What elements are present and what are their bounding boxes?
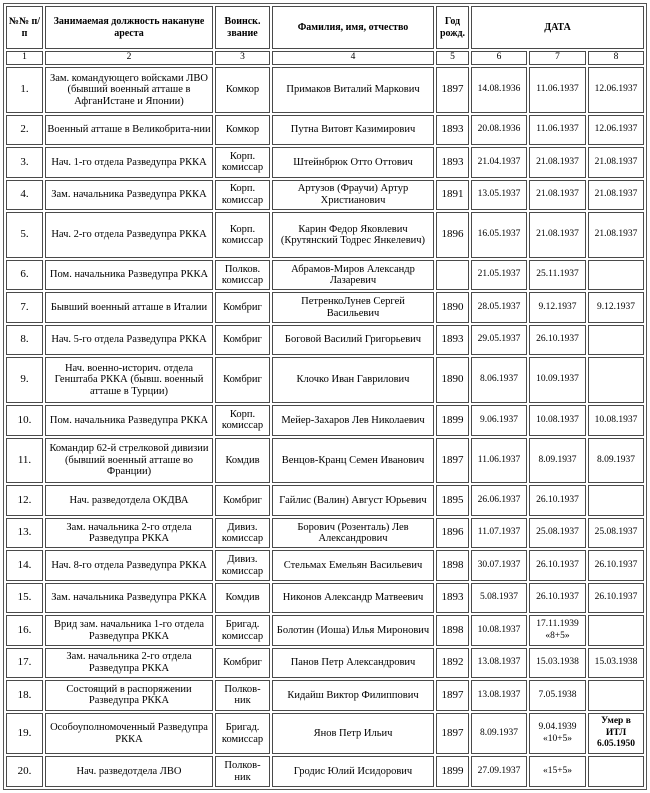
full-name-cell: Клочко Иван Гаврилович	[272, 357, 434, 403]
table-row	[6, 212, 644, 258]
table-row	[6, 438, 644, 484]
row-number: 13.	[6, 518, 43, 548]
birth-year-cell: 1893	[436, 147, 469, 177]
row-number: 8.	[6, 325, 43, 355]
full-name-cell: Боговой Василий Григорьевич	[272, 325, 434, 355]
date-sentence-cell: 10.09.1937	[529, 357, 586, 403]
header-num: №№ п/п	[6, 6, 43, 49]
date-sentence-cell: 25.11.1937	[529, 260, 586, 290]
column-number: 3	[215, 51, 270, 65]
date-sentence-cell: 26.10.1937	[529, 583, 586, 613]
date-arrest-cell: 16.05.1937	[471, 212, 527, 258]
birth-year-cell: 1892	[436, 648, 469, 678]
date-sentence-cell: «15+5»	[529, 756, 586, 787]
date-sentence-cell: 11.06.1937	[529, 67, 586, 113]
position-cell: Зам. начальника 2-го отдела Разведупра РККА	[45, 648, 213, 678]
full-name-cell: Никонов Александр Матвеевич	[272, 583, 434, 613]
rank-cell: Корп. комиссар	[215, 180, 270, 210]
rank-cell: Корп. комиссар	[215, 405, 270, 435]
full-name-cell: Панов Петр Александрович	[272, 648, 434, 678]
date-sentence-cell: 9.04.1939 «10+5»	[529, 713, 586, 755]
date-arrest-cell: 27.09.1937	[471, 756, 527, 787]
full-name-cell: Венцов-Кранц Семен Иванович	[272, 438, 434, 484]
rank-cell: Комдив	[215, 583, 270, 613]
full-name-cell: Карин Федор Яковлевич (Крутянский Тодрес Янкелевич)	[272, 212, 434, 258]
position-cell: Состоящий в распоряжении Разведупра РККА	[45, 680, 213, 710]
table-row	[6, 325, 644, 355]
rank-cell: Корп. комиссар	[215, 147, 270, 177]
date-arrest-cell: 13.08.1937	[471, 648, 527, 678]
header-name: Фамилия, имя, отчество	[272, 6, 434, 49]
date-execution-cell: 9.12.1937	[588, 292, 644, 322]
row-number: 6.	[6, 260, 43, 290]
position-cell: Командир 62-й стрелковой дивизии (бывший военный атташе во Франции)	[45, 438, 213, 484]
table-row	[6, 67, 644, 113]
arrests-table	[3, 3, 647, 790]
row-number: 9.	[6, 357, 43, 403]
date-execution-cell	[588, 260, 644, 290]
birth-year-cell: 1899	[436, 405, 469, 435]
rank-cell: Полков-ник	[215, 756, 270, 787]
position-cell: Военный атташе в Великобрита-нии	[45, 115, 213, 145]
date-arrest-cell: 20.08.1936	[471, 115, 527, 145]
header-row	[6, 6, 644, 49]
row-number: 11.	[6, 438, 43, 484]
birth-year-cell	[436, 260, 469, 290]
birth-year-cell: 1893	[436, 325, 469, 355]
date-arrest-cell: 26.06.1937	[471, 485, 527, 515]
date-execution-cell: 15.03.1938	[588, 648, 644, 678]
table-row	[6, 680, 644, 710]
table-row	[6, 260, 644, 290]
birth-year-cell: 1896	[436, 212, 469, 258]
full-name-cell: Борович (Розенталь) Лев Александрович	[272, 518, 434, 548]
table-row	[6, 292, 644, 322]
date-execution-cell: 26.10.1937	[588, 550, 644, 580]
rank-cell: Корп. комиссар	[215, 212, 270, 258]
rank-cell: Бригад. комиссар	[215, 713, 270, 755]
birth-year-cell: 1895	[436, 485, 469, 515]
position-cell: Особоуполномоченный Разведупра РККА	[45, 713, 213, 755]
header-year: Год рожд.	[436, 6, 469, 49]
date-arrest-cell: 14.08.1936	[471, 67, 527, 113]
full-name-cell: Гайлис (Валин) Август Юрьевич	[272, 485, 434, 515]
table-row	[6, 485, 644, 515]
date-execution-cell: 26.10.1937	[588, 583, 644, 613]
rank-cell: Комбриг	[215, 357, 270, 403]
column-number: 1	[6, 51, 43, 65]
date-arrest-cell: 11.06.1937	[471, 438, 527, 484]
table-row	[6, 115, 644, 145]
birth-year-cell: 1893	[436, 115, 469, 145]
table-row	[6, 518, 644, 548]
table-row	[6, 180, 644, 210]
birth-year-cell: 1891	[436, 180, 469, 210]
table-row	[6, 405, 644, 435]
position-cell: Нач. военно-историч. отдела Генштаба РККА (бывш. военный атташе в Турции)	[45, 357, 213, 403]
rank-cell: Комбриг	[215, 292, 270, 322]
date-execution-cell: 10.08.1937	[588, 405, 644, 435]
birth-year-cell: 1897	[436, 680, 469, 710]
rank-cell: Комкор	[215, 67, 270, 113]
row-number: 19.	[6, 713, 43, 755]
rank-cell: Комдив	[215, 438, 270, 484]
date-arrest-cell: 30.07.1937	[471, 550, 527, 580]
date-sentence-cell: 9.12.1937	[529, 292, 586, 322]
full-name-cell: ПетренкоЛунев Сергей Васильевич	[272, 292, 434, 322]
position-cell: Зам. начальника Разведупра РККА	[45, 180, 213, 210]
full-name-cell: Абрамов-Миров Александр Лазаревич	[272, 260, 434, 290]
table-row	[6, 550, 644, 580]
birth-year-cell: 1890	[436, 292, 469, 322]
date-sentence-cell: 11.06.1937	[529, 115, 586, 145]
date-execution-cell: 12.06.1937	[588, 115, 644, 145]
date-sentence-cell: 26.10.1937	[529, 550, 586, 580]
position-cell: Нач. 1-го отдела Разведупра РККА	[45, 147, 213, 177]
header-date: ДАТА	[471, 6, 644, 49]
position-cell: Зам. начальника 2-го отдела Разведупра РККА	[45, 518, 213, 548]
date-arrest-cell: 21.04.1937	[471, 147, 527, 177]
date-execution-cell: 8.09.1937	[588, 438, 644, 484]
date-sentence-cell: 15.03.1938	[529, 648, 586, 678]
row-number: 18.	[6, 680, 43, 710]
row-number: 5.	[6, 212, 43, 258]
date-execution-cell: 21.08.1937	[588, 147, 644, 177]
date-arrest-cell: 8.06.1937	[471, 357, 527, 403]
birth-year-cell: 1897	[436, 713, 469, 755]
header-rank: Воинск. звание	[215, 6, 270, 49]
date-execution-cell	[588, 756, 644, 787]
date-arrest-cell: 29.05.1937	[471, 325, 527, 355]
birth-year-cell: 1897	[436, 67, 469, 113]
date-arrest-cell: 5.08.1937	[471, 583, 527, 613]
full-name-cell: Путна Витовт Казимирович	[272, 115, 434, 145]
column-numbers-row	[6, 51, 644, 65]
row-number: 16.	[6, 615, 43, 645]
date-arrest-cell: 11.07.1937	[471, 518, 527, 548]
table-row	[6, 615, 644, 645]
date-execution-cell: 12.06.1937	[588, 67, 644, 113]
birth-year-cell: 1899	[436, 756, 469, 787]
date-arrest-cell: 13.05.1937	[471, 180, 527, 210]
date-execution-cell	[588, 615, 644, 645]
rank-cell: Полков-ник	[215, 680, 270, 710]
row-number: 7.	[6, 292, 43, 322]
date-execution-cell	[588, 485, 644, 515]
date-execution-cell	[588, 357, 644, 403]
column-number: 4	[272, 51, 434, 65]
date-arrest-cell: 28.05.1937	[471, 292, 527, 322]
position-cell: Пом. начальника Разведупра РККА	[45, 260, 213, 290]
position-cell: Нач. 5-го отдела Разведупра РККА	[45, 325, 213, 355]
birth-year-cell: 1898	[436, 615, 469, 645]
row-number: 15.	[6, 583, 43, 613]
rank-cell: Полков. комиссар	[215, 260, 270, 290]
row-number: 3.	[6, 147, 43, 177]
position-cell: Пом. начальника Разведупра РККА	[45, 405, 213, 435]
birth-year-cell: 1896	[436, 518, 469, 548]
rank-cell: Дивиз. комиссар	[215, 518, 270, 548]
row-number: 10.	[6, 405, 43, 435]
table-body	[6, 67, 644, 787]
full-name-cell: Болотин (Иоша) Илья Миронович	[272, 615, 434, 645]
row-number: 20.	[6, 756, 43, 787]
position-cell: Нач. 8-го отдела Разведупра РККА	[45, 550, 213, 580]
position-cell: Бывший военный атташе в Италии	[45, 292, 213, 322]
rank-cell: Комбриг	[215, 648, 270, 678]
date-sentence-cell: 7.05.1938	[529, 680, 586, 710]
date-sentence-cell: 21.08.1937	[529, 212, 586, 258]
date-arrest-cell: 10.08.1937	[471, 615, 527, 645]
full-name-cell: Мейер-Захаров Лев Николаевич	[272, 405, 434, 435]
date-sentence-cell: 10.08.1937	[529, 405, 586, 435]
row-number: 1.	[6, 67, 43, 113]
column-number: 5	[436, 51, 469, 65]
position-cell: Врид зам. начальника 1-го отдела Разведупра РККА	[45, 615, 213, 645]
rank-cell: Комбриг	[215, 325, 270, 355]
date-sentence-cell: 8.09.1937	[529, 438, 586, 484]
date-sentence-cell: 17.11.1939 «8+5»	[529, 615, 586, 645]
birth-year-cell: 1897	[436, 438, 469, 484]
position-cell: Нач. разведотдела ЛВО	[45, 756, 213, 787]
position-cell: Зам. командующего войсками ЛВО (бывший военный атташе в АфганИстане и Японии)	[45, 67, 213, 113]
column-number: 8	[588, 51, 644, 65]
full-name-cell: Артузов (Фраучи) Артур Христианович	[272, 180, 434, 210]
date-arrest-cell: 21.05.1937	[471, 260, 527, 290]
column-number: 7	[529, 51, 586, 65]
rank-cell: Бригад. комиссар	[215, 615, 270, 645]
rank-cell: Комкор	[215, 115, 270, 145]
birth-year-cell: 1898	[436, 550, 469, 580]
full-name-cell: Примаков Виталий Маркович	[272, 67, 434, 113]
date-execution-cell: 21.08.1937	[588, 180, 644, 210]
table-row	[6, 583, 644, 613]
row-number: 17.	[6, 648, 43, 678]
position-cell: Нач. 2-го отдела Разведупра РККА	[45, 212, 213, 258]
date-sentence-cell: 21.08.1937	[529, 147, 586, 177]
full-name-cell: Стельмах Емельян Васильевич	[272, 550, 434, 580]
column-number: 2	[45, 51, 213, 65]
row-number: 14.	[6, 550, 43, 580]
full-name-cell: Штейнбрюк Отто Оттович	[272, 147, 434, 177]
birth-year-cell: 1890	[436, 357, 469, 403]
rank-cell: Дивиз. комиссар	[215, 550, 270, 580]
date-execution-cell: Умер в ИТЛ 6.05.1950	[588, 713, 644, 755]
table-row	[6, 357, 644, 403]
row-number: 4.	[6, 180, 43, 210]
date-execution-cell	[588, 680, 644, 710]
table-row	[6, 756, 644, 787]
table-row	[6, 648, 644, 678]
row-number: 2.	[6, 115, 43, 145]
position-cell: Нач. разведотдела ОКДВА	[45, 485, 213, 515]
date-execution-cell: 21.08.1937	[588, 212, 644, 258]
date-execution-cell	[588, 325, 644, 355]
date-sentence-cell: 25.08.1937	[529, 518, 586, 548]
table-row	[6, 147, 644, 177]
birth-year-cell: 1893	[436, 583, 469, 613]
date-sentence-cell: 26.10.1937	[529, 485, 586, 515]
date-arrest-cell: 13.08.1937	[471, 680, 527, 710]
full-name-cell: Гродис Юлий Исидорович	[272, 756, 434, 787]
full-name-cell: Кидайш Виктор Филиппович	[272, 680, 434, 710]
rank-cell: Комбриг	[215, 485, 270, 515]
date-execution-cell: 25.08.1937	[588, 518, 644, 548]
column-number: 6	[471, 51, 527, 65]
date-sentence-cell: 21.08.1937	[529, 180, 586, 210]
date-sentence-cell: 26.10.1937	[529, 325, 586, 355]
row-number: 12.	[6, 485, 43, 515]
table-row	[6, 713, 644, 755]
full-name-cell: Янов Петр Ильич	[272, 713, 434, 755]
header-position: Занимаемая должность накануне ареста	[45, 6, 213, 49]
date-arrest-cell: 9.06.1937	[471, 405, 527, 435]
position-cell: Зам. начальника Разведупра РККА	[45, 583, 213, 613]
date-arrest-cell: 8.09.1937	[471, 713, 527, 755]
